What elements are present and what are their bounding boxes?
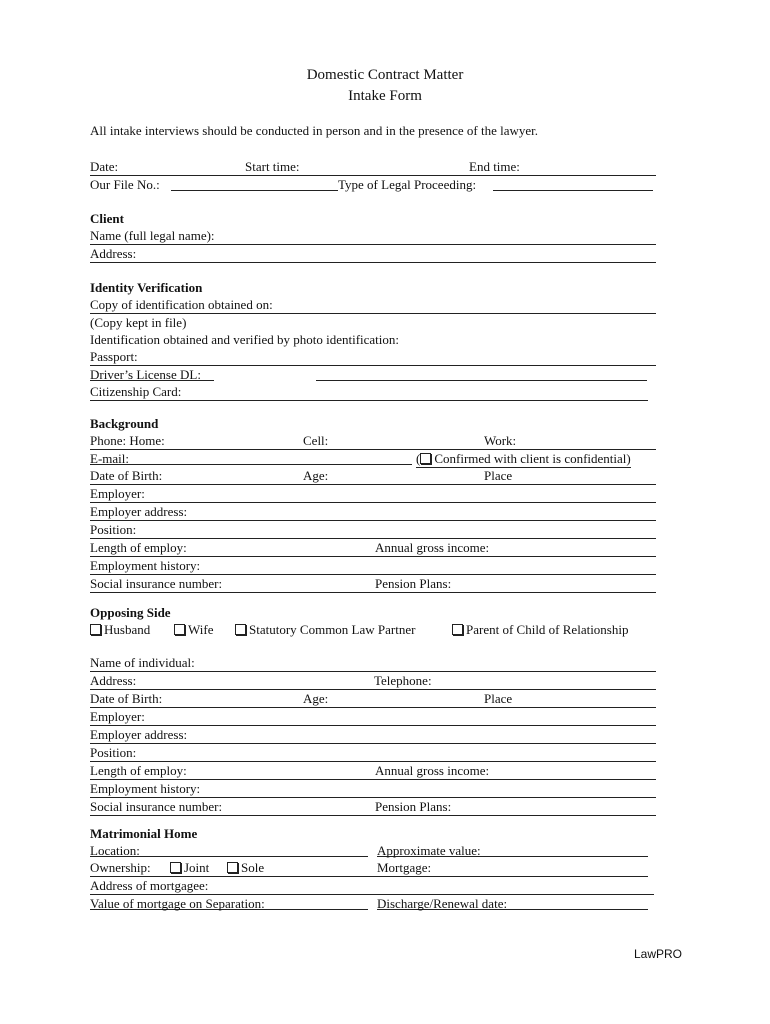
checkbox-icon[interactable] <box>452 624 463 635</box>
joint-label: Joint <box>184 860 210 875</box>
date-label: Date: <box>90 159 119 174</box>
end-time-label: End time: <box>469 159 520 174</box>
confirm-label: Confirmed with client is confidential) <box>434 451 631 466</box>
opp-address-row[interactable] <box>90 672 656 690</box>
opp-length-employ-label: Length of employ: <box>90 763 187 778</box>
checkbox-icon[interactable] <box>235 624 246 635</box>
place-label: Place <box>484 468 513 483</box>
employment-history-row[interactable] <box>90 557 656 575</box>
approx-value-label: Approximate value: <box>377 843 481 858</box>
matrimonial-section <box>90 825 656 912</box>
checkbox-icon[interactable] <box>174 624 185 635</box>
opp-name-row[interactable] <box>90 654 656 672</box>
pension-label: Pension Plans: <box>375 576 452 591</box>
background-section <box>90 415 656 593</box>
opp-place-label: Place <box>484 691 513 706</box>
ownership-sole[interactable] <box>227 859 264 876</box>
option-wife-label: Wife <box>188 622 214 637</box>
mortgagee-address-label: Address of mortgagee: <box>90 878 209 893</box>
form-title: Domestic Contract Matter <box>306 67 464 83</box>
opposing-heading: Opposing Side <box>90 605 171 620</box>
opposing-options <box>90 621 656 638</box>
email-label: E-mail: <box>90 451 129 466</box>
copy-obtained-row[interactable] <box>90 296 656 314</box>
email-field[interactable] <box>90 450 412 465</box>
passport-row[interactable] <box>90 348 656 366</box>
drivers-license-label: Driver’s License DL: <box>90 367 201 382</box>
client-name-label: Name (full legal name): <box>90 228 215 243</box>
opp-telephone-label: Telephone: <box>374 673 432 688</box>
opp-annual-income-label: Annual gross income: <box>375 763 490 778</box>
legal-proceeding-label: Type of Legal Proceeding: <box>338 177 477 192</box>
opp-age-label: Age: <box>303 691 329 706</box>
mortgage-value-label: Value of mortgage on Separation: <box>90 896 265 911</box>
opp-employer-address-row[interactable] <box>90 726 656 744</box>
verified-row <box>90 331 656 348</box>
citizenship-label: Citizenship Card: <box>90 384 182 399</box>
checkbox-icon[interactable] <box>420 453 431 464</box>
position-row[interactable] <box>90 521 656 539</box>
header-fields <box>90 158 656 193</box>
client-address-label: Address: <box>90 246 137 261</box>
opp-sin-row[interactable] <box>90 798 656 816</box>
age-label: Age: <box>303 468 329 483</box>
client-address-row[interactable] <box>90 245 656 263</box>
employer-address-label: Employer address: <box>90 504 188 519</box>
employer-row[interactable] <box>90 485 656 503</box>
option-parent[interactable] <box>452 621 628 638</box>
opp-employer-address-label: Employer address: <box>90 727 188 742</box>
confirm-paren: ( <box>416 451 421 466</box>
checkbox-icon[interactable] <box>90 624 101 635</box>
citizenship-row[interactable] <box>90 383 648 401</box>
employer-address-row[interactable] <box>90 503 656 521</box>
opp-employment-history-row[interactable] <box>90 780 656 798</box>
position-label: Position: <box>90 522 137 537</box>
mortgage-label: Mortgage: <box>377 860 432 875</box>
date-time-row <box>90 158 656 176</box>
file-no-label: Our File No.: <box>90 177 160 192</box>
matrimonial-heading: Matrimonial Home <box>90 826 198 841</box>
client-heading: Client <box>90 211 124 226</box>
file-no-field[interactable] <box>171 176 338 191</box>
copy-kept-row <box>90 314 656 331</box>
option-common-law[interactable] <box>235 621 415 638</box>
drivers-license-field[interactable] <box>316 366 647 381</box>
opp-name-label: Name of individual: <box>90 655 195 670</box>
confidential-confirm[interactable] <box>416 450 631 468</box>
ownership-joint[interactable] <box>170 859 209 876</box>
cell-label: Cell: <box>303 433 329 448</box>
sin-label: Social insurance number: <box>90 576 223 591</box>
phone-row[interactable] <box>90 432 656 450</box>
opp-employment-history-label: Employment history: <box>90 781 201 796</box>
mortgage-value-row <box>90 895 656 912</box>
location-row <box>90 842 656 859</box>
option-common-law-label: Statutory Common Law Partner <box>249 622 416 637</box>
length-employ-row[interactable] <box>90 539 656 557</box>
client-section <box>90 210 656 263</box>
file-row <box>90 176 656 193</box>
work-label: Work: <box>484 433 517 448</box>
email-row <box>90 450 656 467</box>
annual-income-label: Annual gross income: <box>375 540 490 555</box>
ownership-row[interactable] <box>90 859 648 877</box>
location-label: Location: <box>90 843 140 858</box>
copy-kept-label: (Copy kept in file) <box>90 315 187 330</box>
lawpro-footer: LawPRO <box>634 947 683 961</box>
opposing-section <box>90 604 656 638</box>
identity-section <box>90 279 656 401</box>
client-name-row[interactable] <box>90 227 656 245</box>
employer-label: Employer: <box>90 486 145 501</box>
opp-employer-label: Employer: <box>90 709 145 724</box>
ownership-label: Ownership: <box>90 860 151 875</box>
opp-sin-label: Social insurance number: <box>90 799 223 814</box>
verified-label: Identification obtained and verified by photo identification: <box>90 332 400 347</box>
sole-label: Sole <box>241 860 265 875</box>
drivers-license-underline-a <box>90 366 214 381</box>
background-heading: Background <box>90 416 159 431</box>
checkbox-icon[interactable] <box>170 862 181 873</box>
legal-proceeding-field[interactable] <box>493 176 653 191</box>
copy-obtained-label: Copy of identification obtained on: <box>90 297 273 312</box>
opp-length-employ-row[interactable] <box>90 762 656 780</box>
checkbox-icon[interactable] <box>227 862 238 873</box>
opp-pension-label: Pension Plans: <box>375 799 452 814</box>
opp-dob-label: Date of Birth: <box>90 691 163 706</box>
discharge-date-label: Discharge/Renewal date: <box>377 896 508 911</box>
option-wife[interactable] <box>174 621 213 638</box>
option-husband[interactable] <box>90 621 150 638</box>
opp-address-label: Address: <box>90 673 137 688</box>
phone-home-label: Phone: Home: <box>90 433 165 448</box>
passport-label: Passport: <box>90 349 138 364</box>
opp-employer-row[interactable] <box>90 708 656 726</box>
dob-row[interactable] <box>90 467 656 485</box>
opp-position-label: Position: <box>90 745 137 760</box>
option-husband-label: Husband <box>104 622 151 637</box>
form-subtitle: Intake Form <box>348 88 422 104</box>
length-employ-label: Length of employ: <box>90 540 187 555</box>
identity-heading: Identity Verification <box>90 280 203 295</box>
employment-history-label: Employment history: <box>90 558 201 573</box>
start-time-label: Start time: <box>245 159 300 174</box>
mortgagee-address-row[interactable] <box>90 877 654 895</box>
opp-dob-row[interactable] <box>90 690 656 708</box>
sin-row[interactable] <box>90 575 656 593</box>
opposing-details <box>90 654 656 816</box>
option-parent-label: Parent of Child of Relationship <box>466 622 629 637</box>
dob-label: Date of Birth: <box>90 468 163 483</box>
drivers-license-row <box>90 366 656 383</box>
intro-text: All intake interviews should be conducted in person and in the presence of the lawyer. <box>90 123 539 138</box>
opp-position-row[interactable] <box>90 744 656 762</box>
